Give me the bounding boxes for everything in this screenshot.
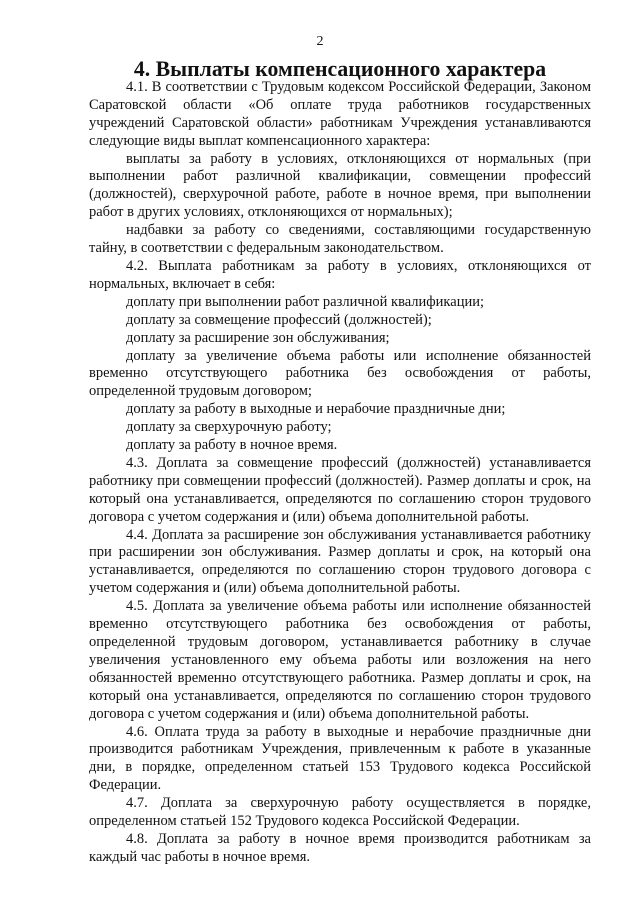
paragraph-4-6: 4.6. Оплата труда за работу в выходные и нерабочие праздничные дни производится работникам Учреждения, привлеченным к работе в указанные дни, в порядке, определенном статьей 153 Трудового кодекса Российской Федерации.: [89, 723, 591, 794]
paragraph-4-1-list-1: выплаты за работу в условиях, отклоняющихся от нормальных (при выполнении работ различной квалификации, совмещении профессий (должностей), сверхурочной работе, работе в ночное время, при выполнении работ в других условиях, отклоняющихся от нормальных);: [89, 150, 591, 221]
list-item: доплату за увеличение объема работы или исполнение обязанностей временно отсутствующего работника без освобождения от работы, определенной трудовым договором;: [89, 347, 591, 400]
document-body: [89, 57, 591, 867]
section-title: 4. Выплаты компенсационного характера: [133, 57, 547, 81]
paragraph-4-1: 4.1. В соответствии с Трудовым кодексом Российской Федерации, Законом Саратовской области «Об оплате труда работников государственных учреждений Саратовской области» работникам Учреждения устанавливаются следующие виды выплат компенсационного характера:: [89, 78, 591, 149]
paragraph-4-7: 4.7. Доплата за сверхурочную работу осуществляется в порядке, определенном статьей 152 Трудового кодекса Российской Федерации.: [89, 795, 591, 830]
paragraph-4-4: 4.4. Доплата за расширение зон обслуживания устанавливается работнику при расширении зон обслуживания. Размер доплаты и срок, на который она устанавливается, определяются по соглашению сторон трудового договора с учетом содержания и (или) объема дополнительной работы.: [89, 526, 591, 597]
paragraph-4-2: 4.2. Выплата работникам за работу в условиях, отклоняющихся от нормальных, включает в себя:: [89, 257, 591, 292]
paragraph-4-1-list-2: надбавки за работу со сведениями, составляющими государственную тайну, в соответствии с федеральным законодательством.: [89, 222, 591, 257]
list-item: доплату за работу в ночное время.: [126, 437, 338, 454]
paragraph-4-8: 4.8. Доплата за работу в ночное время производится работникам за каждый час работы в ночное время.: [89, 830, 591, 865]
list-item: доплату за сверхурочную работу;: [126, 419, 332, 436]
list-item: доплату за работу в выходные и нерабочие праздничные дни;: [126, 401, 506, 418]
list-item: доплату при выполнении работ различной квалификации;: [126, 293, 485, 310]
paragraph-4-3: 4.3. Доплата за совмещение профессий (должностей) устанавливается работнику при совмещении профессий (должностей). Размер доплаты и срок, на который она устанавливается, определяются по соглашению сторон трудового договора с учетом содержания и (или) объема дополнительной работы.: [89, 454, 591, 525]
list-item: доплату за расширение зон обслуживания;: [126, 329, 390, 346]
list-item: доплату за совмещение профессий (должностей);: [126, 311, 432, 328]
paragraph-4-5: 4.5. Доплата за увеличение объема работы или исполнение обязанностей временно отсутствующего работника без освобождения от работы, определенной трудовым договором, устанавливается работнику в случае увеличения установленного ему объема работы или возложения на него обязанностей временно отсутствующего работника. Размер доплаты и срок, на который она устанавливается, определяются по соглашению сторон трудового договора с учетом содержания и (или) объема дополнительной работы.: [89, 598, 591, 722]
page-number: 2: [316, 34, 324, 49]
